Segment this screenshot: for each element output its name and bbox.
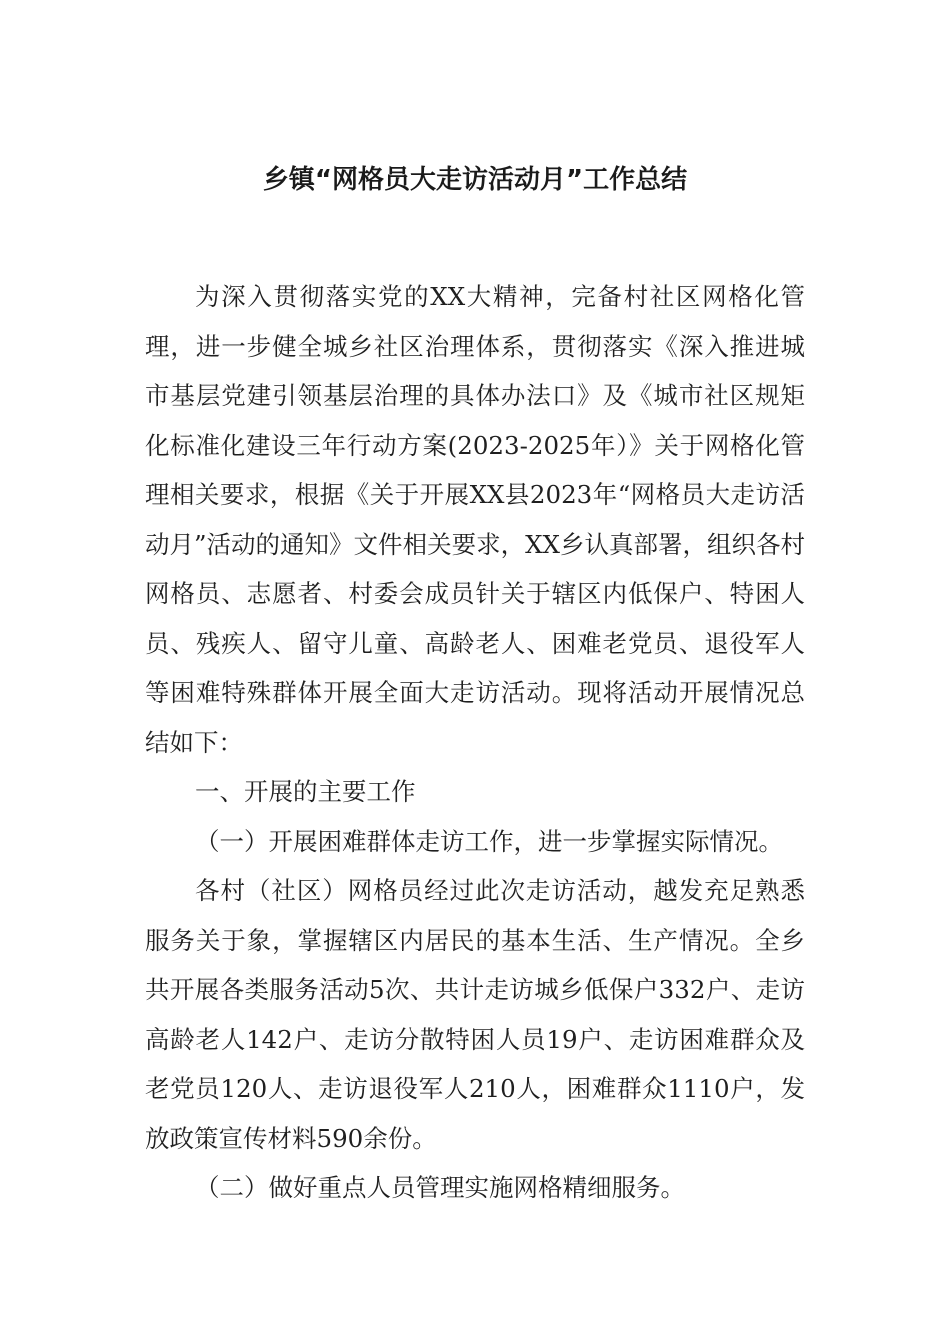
document-title: 乡镇“网格员大走访活动月”工作总结 [262,165,688,195]
paragraph-visit-stats: 各村（社区）网格员经过此次走访活动，越发充足熟悉服务关于象，掌握辖区内居民的基本生活、生产情况。全乡共开展各类服务活动5次、共计走访城乡低保户332户、走访高龄老人142户、走访分散特困人员19户、走访困难群众及老党员120人、走访退役军人210人，困难群众1110户，发放政策宣传材料590余份。 [145,876,805,1153]
subsection-heading-1: （一）开展困难群体走访工作，进一步掌握实际情况。 [195,826,783,856]
section-heading-1: 一、开展的主要工作 [195,777,416,806]
subsection-heading-2: （二）做好重点人员管理实施网格精细服务。 [195,1173,685,1202]
paragraph-intro: 为深入贯彻落实党的XX大精神，完备村社区网格化管理，进一步健全城乡社区治理体系，贯彻落实《深入推进城市基层党建引领基层治理的具体办法口》及《城市社区规矩化标准化建设三年行动方案(2023-2025年）》关于网格化管理相关要求，根据《关于开展XX县2023年“网格员大走访活动月”活动的通知》文件相关要求，XX乡认真部署，组织各村网格员、志愿者、村委会成员针关于辖区内低保户、特困人员、残疾人、留守儿童、高龄老人、困难老党员、退役军人等困难特殊群体开展全面大走访活动。现将活动开展情况总结如下： [145,282,805,757]
document-body [145,272,805,1213]
